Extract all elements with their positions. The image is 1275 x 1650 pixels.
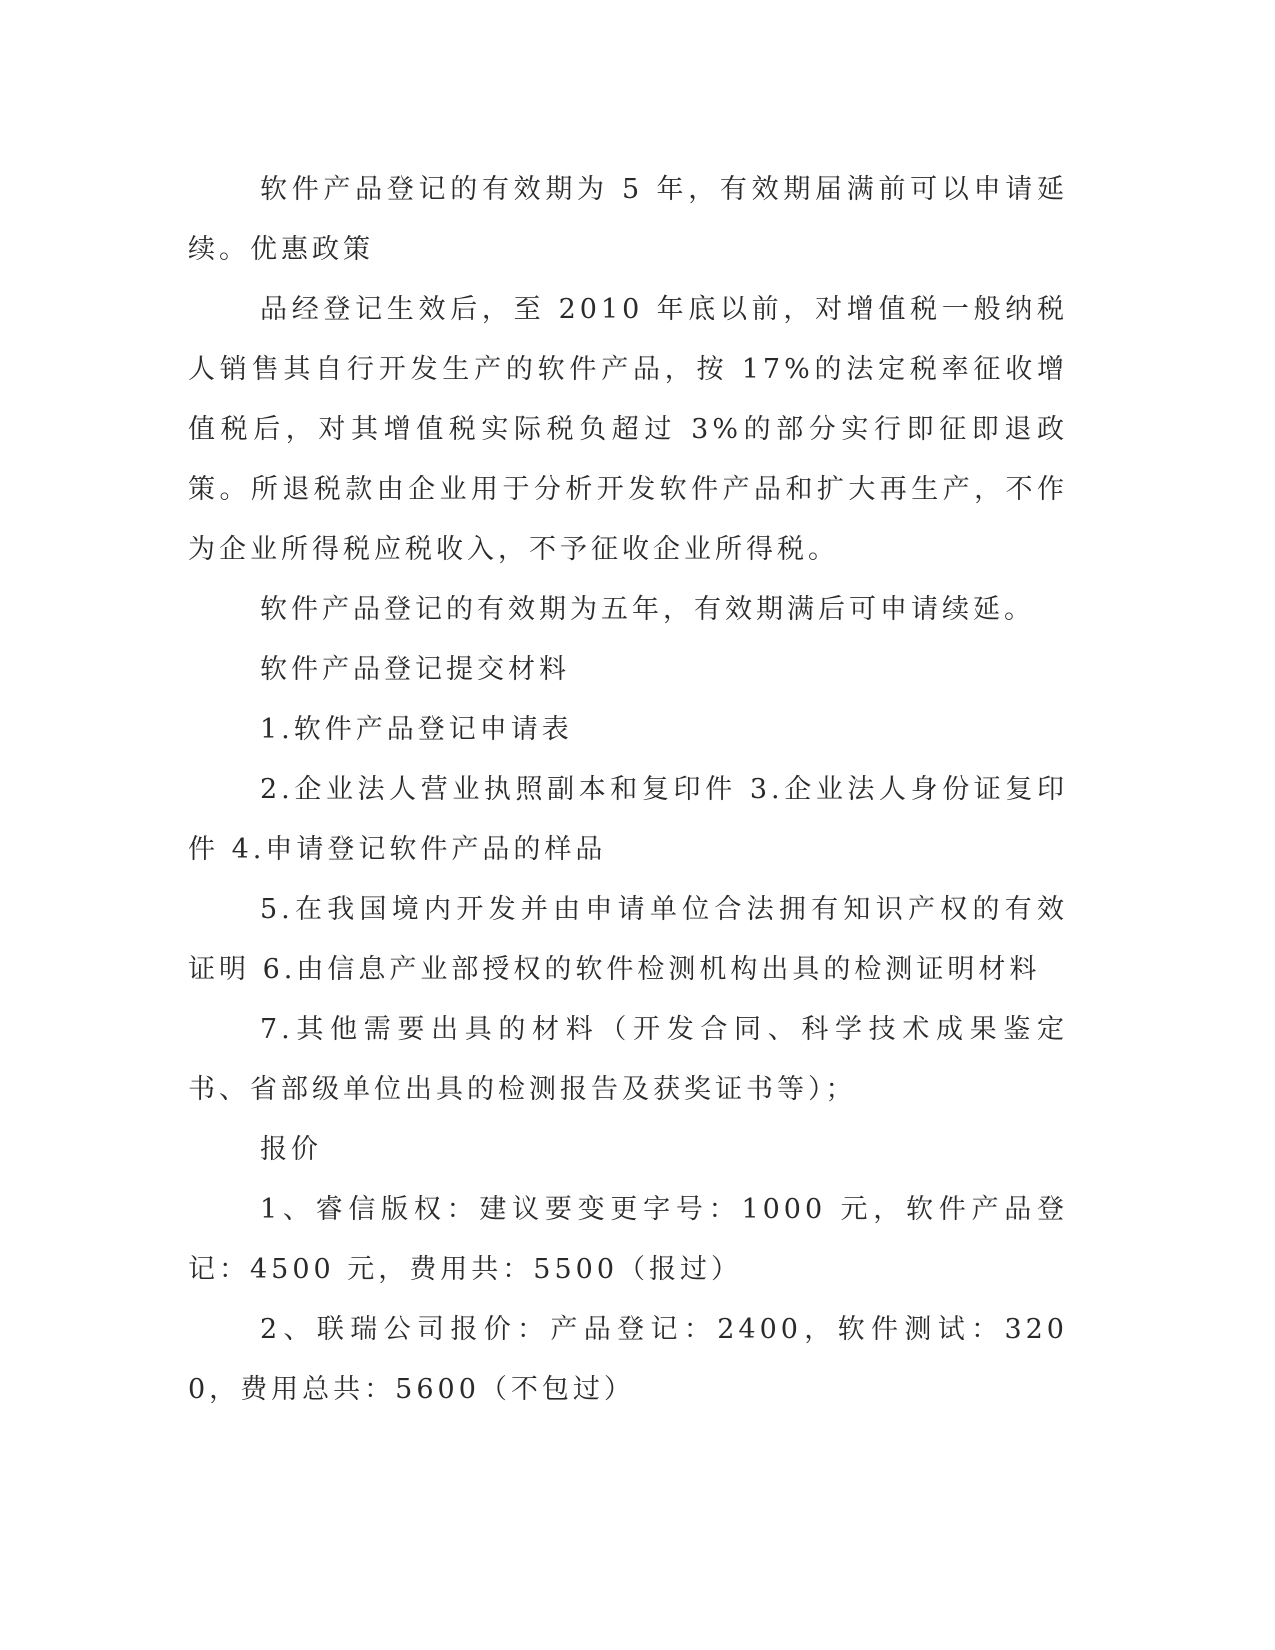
document-body <box>188 160 1068 1420</box>
quotation-item-2: 2、联瑞公司报价：产品登记：2400，软件测试：3200，费用总共：5600（不包过） <box>188 1314 1068 1405</box>
quotation-item-1: 1、睿信版权：建议要变更字号：1000 元，软件产品登记：4500 元，费用共：5500（报过） <box>188 1194 1068 1285</box>
material-items-2-4: 2.企业法人营业执照副本和复印件 3.企业法人身份证复印件 4.申请登记软件产品的样品 <box>188 774 1068 865</box>
heading-quotation: 报价 <box>260 1134 322 1165</box>
heading-submission-materials: 软件产品登记提交材料 <box>260 654 570 685</box>
material-item-1: 1.软件产品登记申请表 <box>260 714 573 745</box>
paragraph-validity-renewal: 软件产品登记的有效期为五年，有效期满后可申请续延。 <box>260 594 1035 625</box>
material-items-5-6: 5.在我国境内开发并由申请单位合法拥有知识产权的有效证明 6.由信息产业部授权的软件检测机构出具的检测证明材料 <box>188 894 1068 985</box>
paragraph-validity-preferential-policy: 软件产品登记的有效期为 5 年，有效期届满前可以申请延续。优惠政策 <box>188 174 1068 265</box>
paragraph-tax-policy: 品经登记生效后，至 2010 年底以前，对增值税一般纳税人销售其自行开发生产的软件产品，按 17%的法定税率征收增值税后，对其增值税实际税负超过 3%的部分实行即征即退政策。所退税款由企业用于分析开发软件产品和扩大再生产，不作为企业所得税应税收入，不予征收企业所得税。 <box>188 294 1068 565</box>
material-item-7: 7.其他需要出具的材料（开发合同、科学技术成果鉴定书、省部级单位出具的检测报告及获奖证书等）； <box>188 1014 1068 1105</box>
